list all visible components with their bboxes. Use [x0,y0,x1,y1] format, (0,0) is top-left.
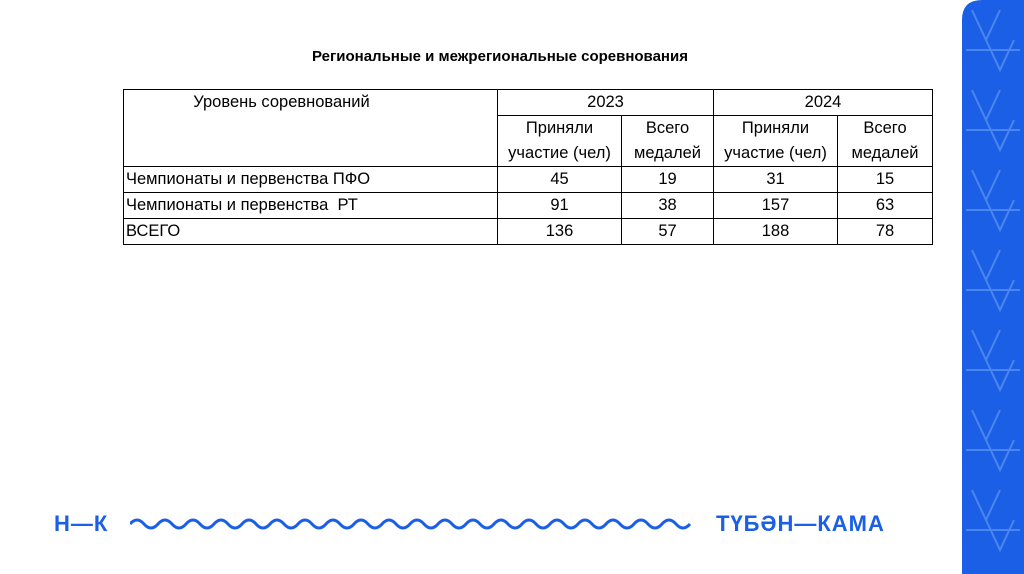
logo-left: Н—К [54,511,109,536]
header-medals-2024 [838,116,933,167]
table-header-row [124,90,933,116]
cell-participated-2023: 45 [498,167,622,193]
header-text-line: участие (чел) [724,144,827,162]
pattern-icon [962,0,1024,574]
cell-medals-2024: 78 [838,219,933,245]
wave-icon [130,514,698,534]
cell-medals-2023: 19 [622,167,714,193]
cell-participated-2023: 91 [498,193,622,219]
logo-right: ТҮБӘН—КАМА [716,511,885,536]
header-level: Уровень соревнований [124,90,498,167]
decorative-side-band [962,0,1024,574]
cell-participated-2023: 136 [498,219,622,245]
table-row [124,167,933,193]
header-text-line: Всего [863,119,907,137]
competitions-table [123,89,933,245]
header-year-2023: 2023 [498,90,714,116]
cell-participated-2024: 157 [714,193,838,219]
header-text-line: участие (чел) [508,144,611,162]
row-label: Чемпионаты и первенства РТ [124,193,498,219]
header-text-line: Приняли [741,119,810,137]
page-title: Региональные и межрегиональные соревнования [312,48,688,65]
header-participated-2023 [498,116,622,167]
table-row [124,193,933,219]
table-row [124,219,933,245]
cell-medals-2023: 38 [622,193,714,219]
header-participated-2024 [714,116,838,167]
row-label: ВСЕГО [124,219,498,245]
cell-medals-2023: 57 [622,219,714,245]
header-year-2024: 2024 [714,90,933,116]
header-text-line: медалей [634,144,701,162]
header-text-line: Приняли [525,119,594,137]
header-text-line: Всего [645,119,690,137]
cell-participated-2024: 31 [714,167,838,193]
cell-medals-2024: 63 [838,193,933,219]
cell-medals-2024: 15 [838,167,933,193]
header-text-line: медалей [851,144,919,162]
header-medals-2023 [622,116,714,167]
cell-participated-2024: 188 [714,219,838,245]
row-label: Чемпионаты и первенства ПФО [124,167,498,193]
